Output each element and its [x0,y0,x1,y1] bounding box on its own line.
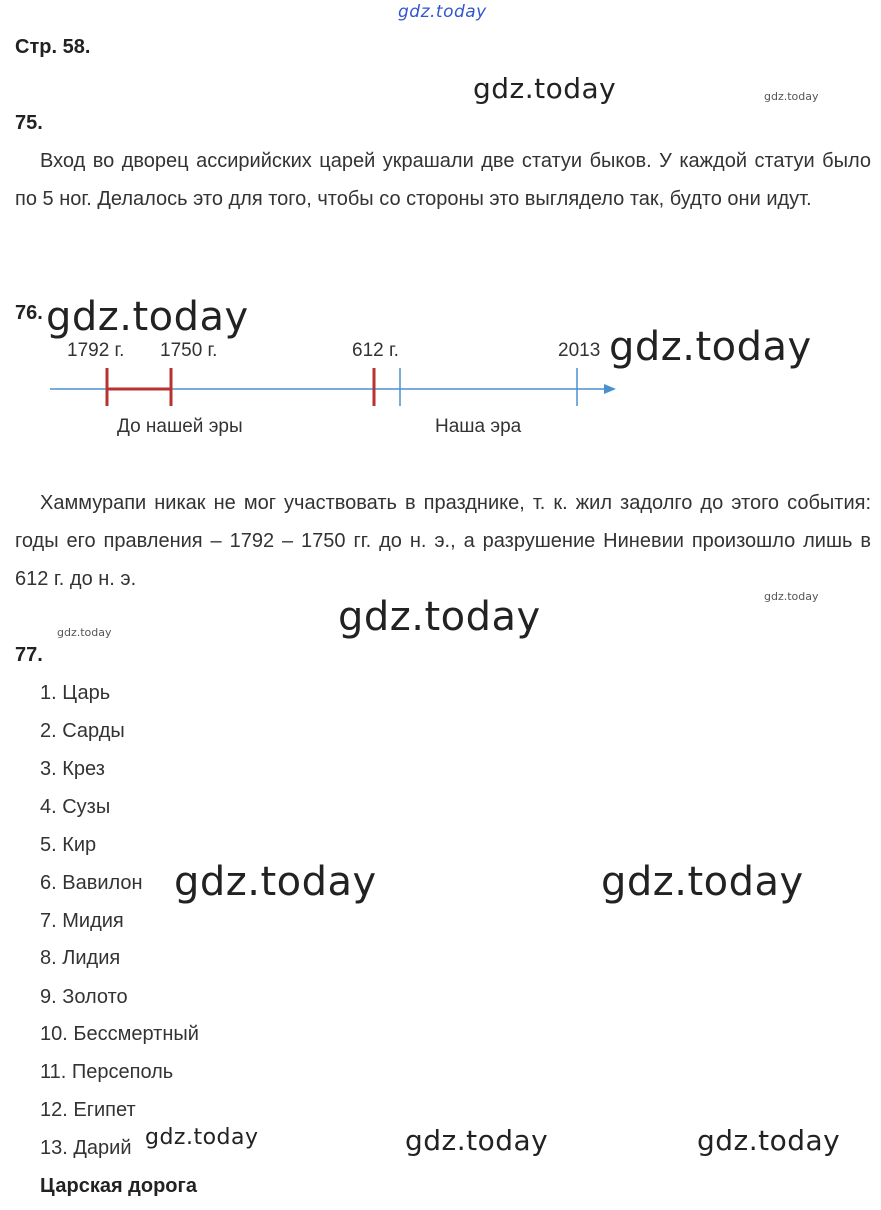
timeline-year-label: 2013 [558,340,601,361]
task-76-text [15,484,871,598]
watermark: gdz.today [46,294,249,340]
watermark: gdz.today [398,2,487,22]
paragraph: Хаммурапи никак не мог участвовать в празднике, т. к. жил задолго до этого события: годы его правления – 1792 – 1750 гг. до н. э., а разрушение Ниневии произошло лишь в 612 г. до н. э. [15,492,871,590]
watermark: gdz.today [764,90,819,103]
list-item: 3. Крез [40,758,105,780]
list-item: 5. Кир [40,834,97,856]
task-number: 77. [15,644,43,666]
task-number: 75. [15,112,43,134]
list-item: 7. Мидия [40,910,124,932]
task-number: 76. [15,302,43,324]
answer-keyword: Царская дорога [40,1175,197,1197]
list-item: 1. Царь [40,682,111,704]
watermark: gdz.today [601,859,804,905]
watermark: gdz.today [764,590,819,603]
list-item: 11. Персеполь [40,1061,174,1083]
watermark: gdz.today [338,594,541,640]
list-item: 12. Египет [40,1099,136,1121]
timeline-arrowhead [604,384,616,394]
watermark: gdz.today [609,324,812,370]
watermark: gdz.today [145,1125,259,1150]
list-item: 2. Сарды [40,720,125,742]
paragraph: Вход во дворец ассирийских царей украшали две статуи быков. У каждой статуи было по 5 ног. Делалось это для того, чтобы со стороны это выглядело так, будто они идут. [15,150,871,210]
timeline-year-label: 1750 г. [160,340,218,361]
list-item: 8. Лидия [40,947,121,969]
timeline-year-label: 612 г. [352,340,399,361]
page-title: Стр. 58. [15,36,91,58]
list-item: 10. Бессмертный [40,1023,199,1045]
list-item: 4. Сузы [40,796,111,818]
watermark: gdz.today [405,1124,549,1157]
timeline [0,360,881,420]
list-item: 13. Дарий [40,1137,132,1159]
watermark: gdz.today [697,1124,841,1157]
era-ad-label: Наша эра [435,416,522,437]
watermark: gdz.today [57,626,112,639]
list-item: 6. Вавилон [40,872,143,894]
watermark: gdz.today [174,859,377,905]
era-bc-label: До нашей эры [117,416,243,437]
watermark: gdz.today [473,72,617,105]
list-item: 9. Золото [40,986,128,1008]
task-75-text [15,142,871,218]
timeline-year-label: 1792 г. [67,340,125,361]
